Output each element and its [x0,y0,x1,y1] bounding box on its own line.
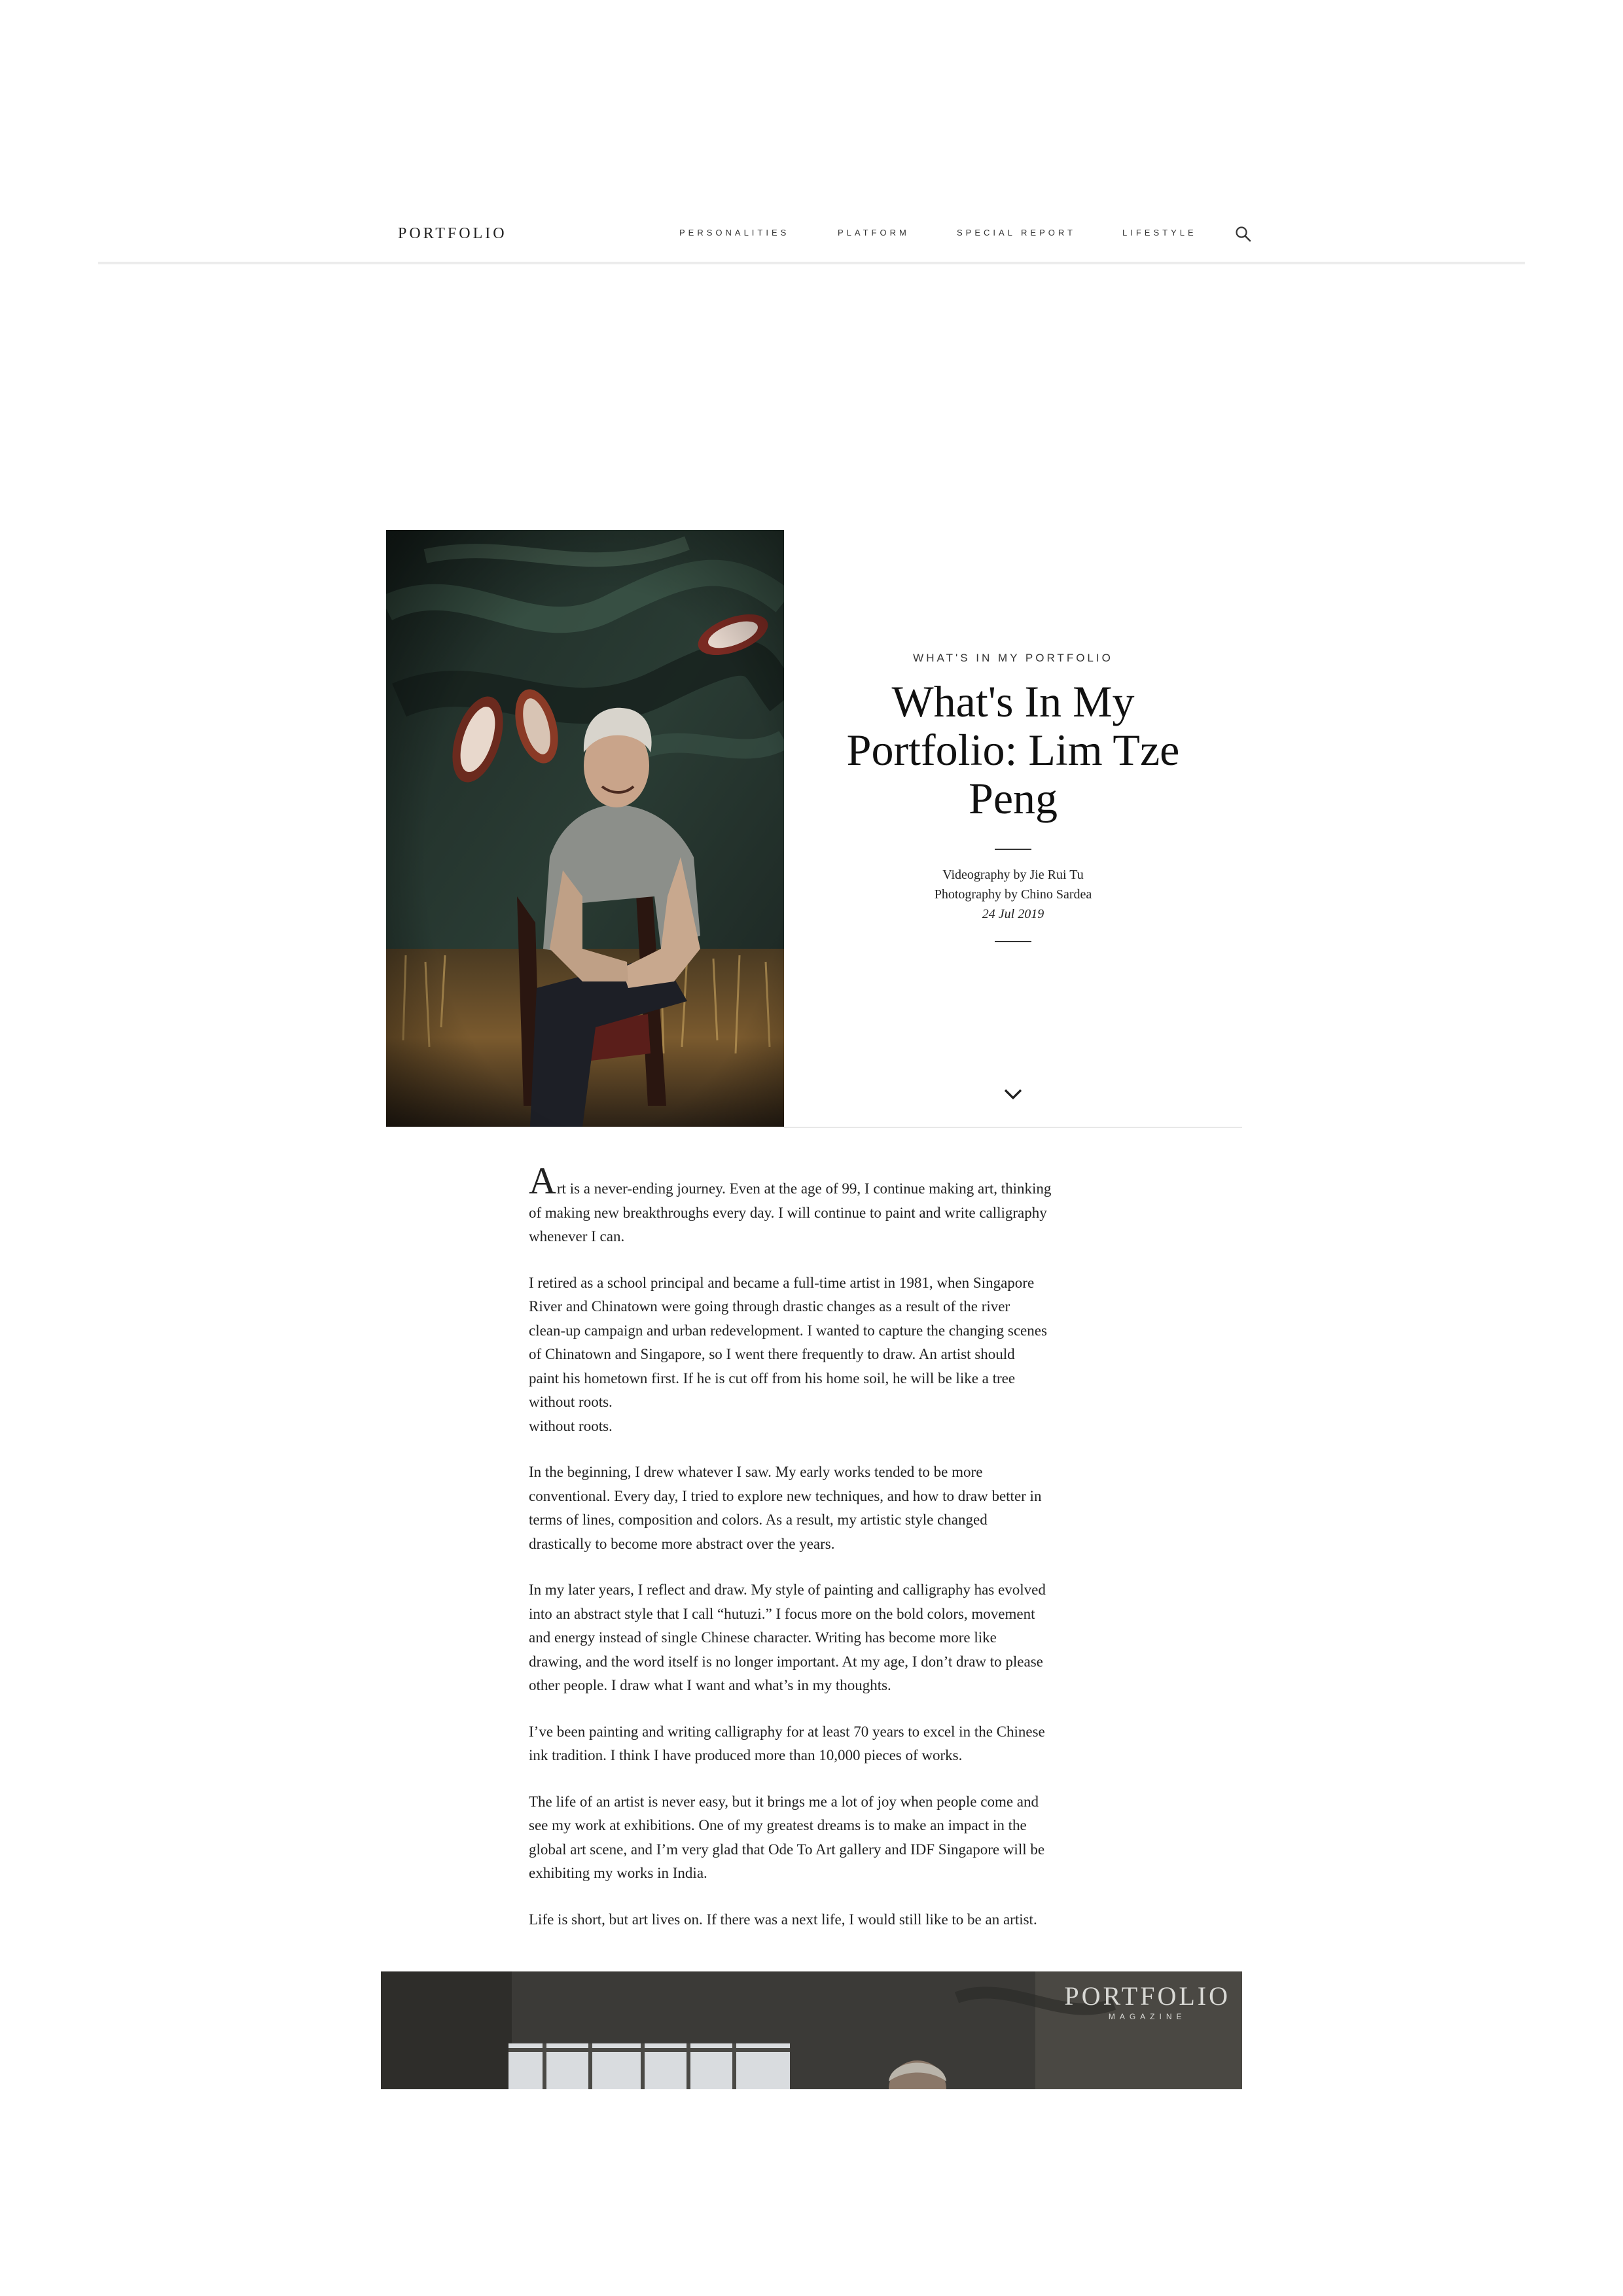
text-line: and energy instead of single Chinese character. Writing has become more like [529,1629,997,1646]
paragraph [529,1271,1099,1439]
nav-special-report[interactable]: SPECIAL REPORT [957,228,1076,238]
paragraph [529,1460,1099,1556]
video-player[interactable] [381,1971,1242,2089]
paragraph [529,1790,1099,1886]
article-body [529,1159,1099,1954]
text-line: see my work at exhibitions. One of my greatest dreams is to make an impact in the [529,1817,1027,1833]
divider [995,849,1031,850]
article-title [836,677,1190,822]
nav-personalities[interactable]: PERSONALITIES [679,228,790,238]
videography-credit: Videography by Jie Rui Tu [942,868,1084,882]
hero-title-panel [784,530,1242,1128]
site-header [98,196,1525,264]
text-line: ink tradition. I think I have produced more than 10,000 pieces of works. [529,1747,963,1763]
text-line: River and Chinatown were going through drastic changes as a result of the river [529,1298,1010,1315]
text-line: drawing, and the word itself is no longer important. At my age, I don’t draw to please [529,1653,1043,1670]
paragraph [529,1578,1099,1698]
text-line: of making new breakthroughs every day. I will continue to paint and write calligraphy [529,1204,1047,1221]
nav-platform[interactable]: PLATFORM [838,228,910,238]
category-label[interactable]: WHAT'S IN MY PORTFOLIO [913,652,1113,664]
title-line: Portfolio: Lim Tze [846,725,1180,775]
publish-date: 24 Jul 2019 [982,907,1044,921]
text-line: The life of an artist is never easy, but it brings me a lot of joy when people come and [529,1793,1039,1810]
text-line: clean-up campaign and urban redevelopment. I wanted to capture the changing scenes [529,1322,1047,1339]
title-line: Peng [969,773,1058,823]
text-line: In my later years, I reflect and draw. My style of painting and calligraphy has evolved [529,1581,1046,1598]
text-line: I’ve been painting and writing calligraphy for at least 70 years to excel in the Chinese [529,1723,1045,1740]
text-line: Life is short, but art lives on. If there was a next life, I would still like to be an artist. [529,1911,1037,1928]
video-watermark [1064,1983,1230,2021]
text-line: terms of lines, composition and colors. As a result, my artistic style changed [529,1511,988,1528]
chevron-down-icon[interactable] [1001,1086,1025,1102]
text-line: paint his hometown first. If he is cut off from his home soil, he will be like a tree [529,1369,1016,1386]
photography-credit: Photography by Chino Sardea [934,887,1092,902]
video-brand-subtitle: MAGAZINE [1108,2012,1186,2021]
text-line: global art scene, and I’m very glad that Ode To Art gallery and IDF Singapore will be [529,1841,1045,1858]
paragraph [529,1720,1099,1768]
site-logo[interactable]: PORTFOLIO [398,225,507,242]
text-line: without roots. [529,1394,613,1410]
text-line: In the beginning, I drew whatever I saw. My early works tended to be more [529,1464,983,1480]
drop-cap: A [529,1159,556,1202]
text-line: without roots. [529,1417,613,1434]
text-line: rt is a never-ending journey. Even at the age of 99, I continue making art, thinking [556,1180,1052,1197]
text-line: exhibiting my works in India. [529,1865,707,1881]
text-line: into an abstract style that I call “hutuzi.” I focus more on the bold colors, movement [529,1605,1035,1622]
title-line: What's In My [891,677,1135,726]
divider [995,941,1031,942]
search-icon[interactable] [1234,225,1253,243]
text-line: I retired as a school principal and became a full-time artist in 1981, when Singapore [529,1274,1035,1291]
paragraph [529,1908,1099,1932]
text-line: drastically to become more abstract over the years. [529,1535,835,1552]
text-line: whenever I can. [529,1228,625,1245]
video-brand-title: PORTFOLIO [1064,1981,1230,2011]
text-line: of Chinatown and Singapore, so I went there frequently to draw. An artist should [529,1346,1015,1362]
text-line: conventional. Every day, I tried to explore new techniques, and how to draw better in [529,1487,1042,1504]
hero-portrait-photo [386,530,784,1127]
text-line: other people. I draw what I want and what’s in my thoughts. [529,1677,891,1693]
paragraph [529,1159,1099,1249]
nav-lifestyle[interactable]: LIFESTYLE [1122,228,1197,238]
